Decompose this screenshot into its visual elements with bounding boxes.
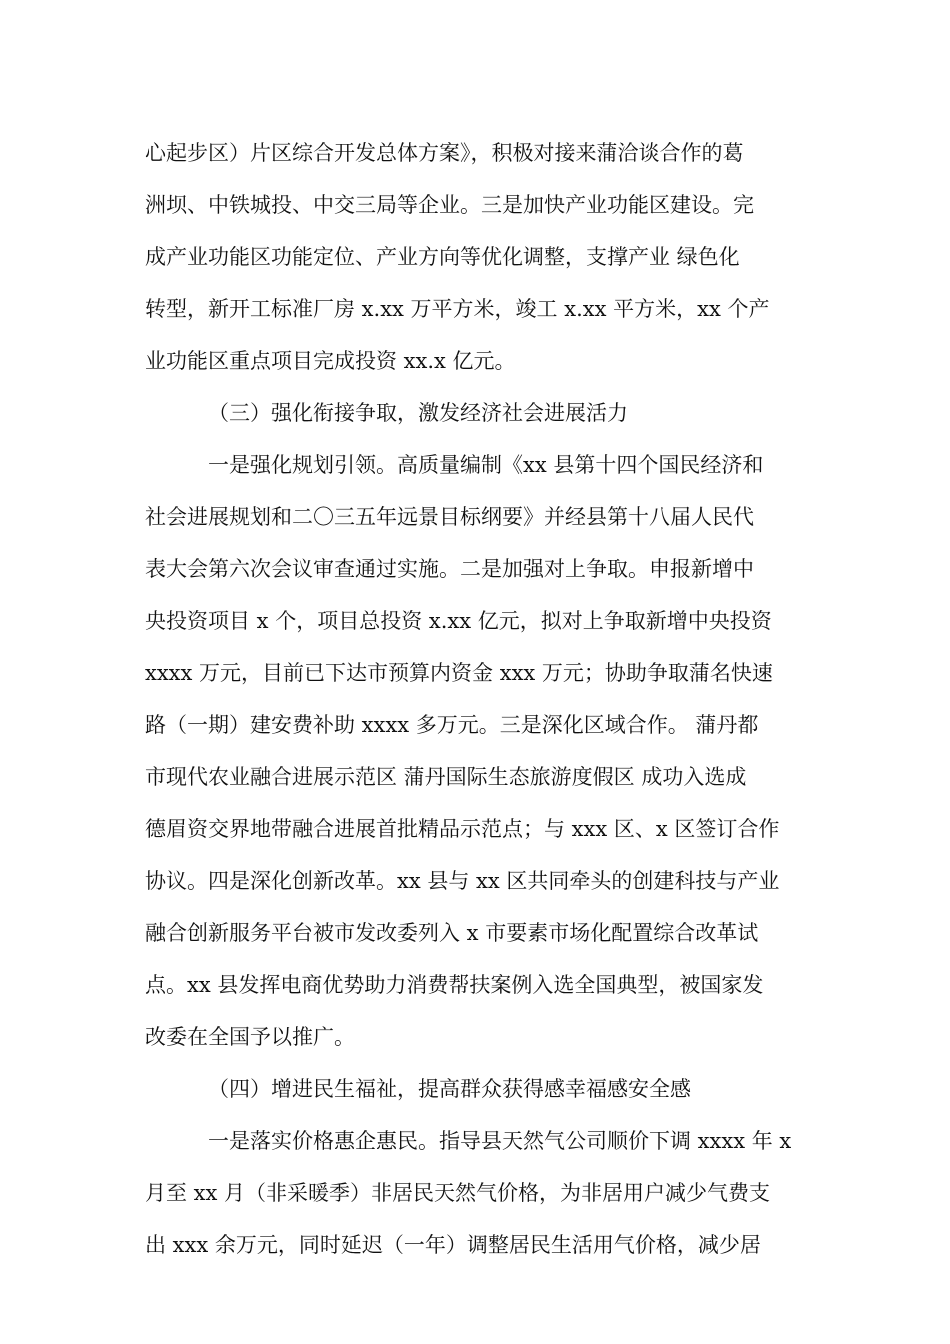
paragraph-line: 月至 xx 月（非采暖季）非居民天然气价格，为非居用户减少气费支 [145,1181,771,1205]
paragraph-line: 成产业功能区功能定位、产业方向等优化调整，支撑产业 绿色化 [145,245,740,269]
paragraph-line: 出 xxx 余万元，同时延迟（一年）调整居民生活用气价格，减少居 [145,1233,761,1257]
paragraph-line: xxxx 万元，目前已下达市预算内资金 xxx 万元；协助争取蒲名快速 [145,661,773,685]
paragraph-line: 心起步区）片区综合开发总体方案》，积极对接来蒲洽谈合作的葛 [145,141,744,165]
paragraph-line: 洲坝、中铁城投、中交三局等企业。三是加快产业功能区建设。完 [145,193,754,217]
paragraph-line: 协议。四是深化创新改革。xx 县与 xx 区共同牵头的创建科技与产业 [145,869,780,893]
section-heading: （三）强化衔接争取，激发经济社会进展活力 [208,401,628,425]
paragraph-line: 一是落实价格惠企惠民。指导县天然气公司顺价下调 xxxx 年 x [208,1129,792,1153]
paragraph-line: 社会进展规划和二〇三五年远景目标纲要》并经县第十八届人民代 [145,505,754,529]
paragraph-line: 央投资项目 x 个，项目总投资 x.xx 亿元，拟对上争取新增中央投资 [145,609,772,633]
paragraph-line: 路（一期）建安费补助 xxxx 多万元。三是深化区域合作。 蒲丹都 [145,713,759,737]
document-body [145,127,810,1271]
paragraph-line: 转型，新开工标准厂房 x.xx 万平方米，竣工 x.xx 平方米，xx 个产 [145,297,770,321]
paragraph-line: 德眉资交界地带融合进展首批精品示范点；与 xxx 区、x 区签订合作 [145,817,780,841]
paragraph-line: 一是强化规划引领。高质量编制《xx 县第十四个国民经济和 [208,453,764,477]
paragraph-line: 融合创新服务平台被市发改委列入 x 市要素市场化配置综合改革试 [145,921,759,945]
paragraph-line: 改委在全国予以推广。 [145,1025,355,1049]
section-heading: （四）增进民生福祉，提高群众获得感幸福感安全感 [208,1077,691,1101]
paragraph-line: 市现代农业融合进展示范区 蒲丹国际生态旅游度假区 成功入选成 [145,765,747,789]
paragraph-line: 业功能区重点项目完成投资 xx.x 亿元。 [145,349,516,373]
paragraph-line: 表大会第六次会议审查通过实施。二是加强对上争取。申报新增中 [145,557,754,581]
paragraph-line: 点。xx 县发挥电商优势助力消费帮扶案例入选全国典型，被国家发 [145,973,764,997]
